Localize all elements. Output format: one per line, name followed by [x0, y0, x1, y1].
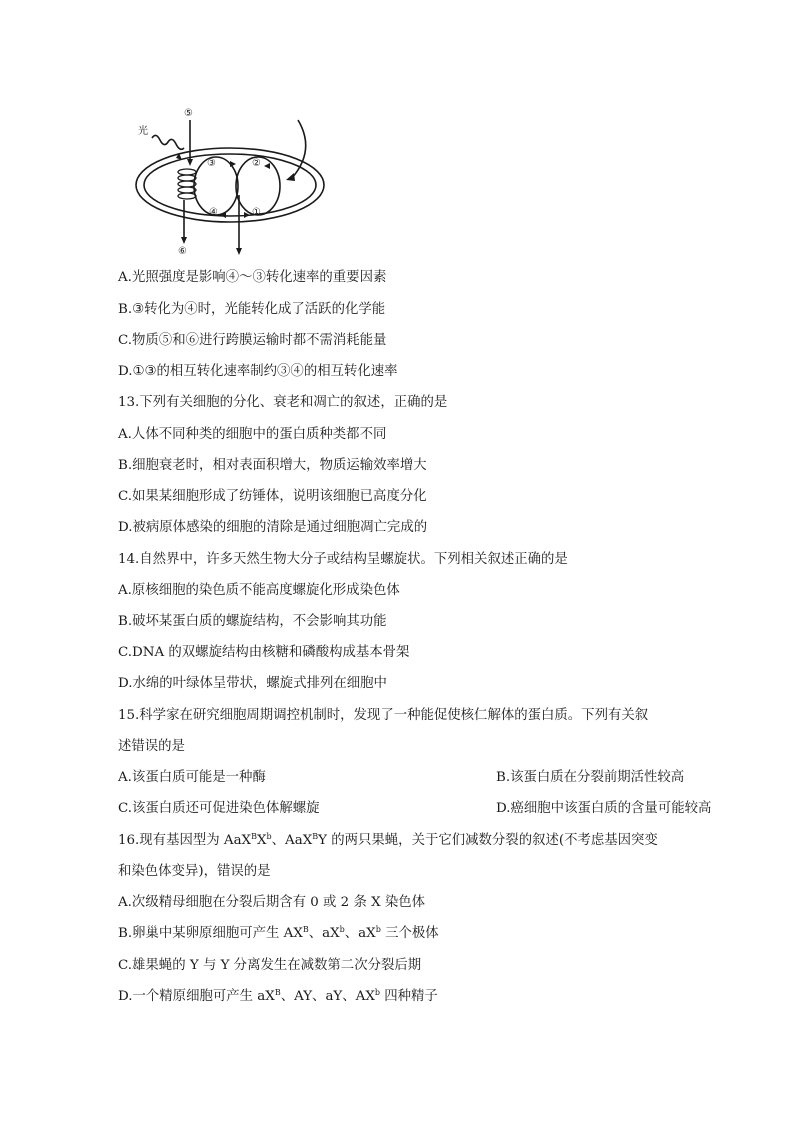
q16-superscript: b	[339, 925, 345, 934]
q15-option-b: B.该蛋白质在分裂前期活性较高	[496, 770, 685, 785]
q15-options-row2	[118, 799, 712, 819]
q16-superscript: b	[266, 832, 272, 841]
q13-option-c: C.如果某细胞形成了纺锤体，说明该细胞已高度分化	[118, 489, 427, 504]
q15-options-row1	[118, 768, 685, 788]
q15-option-a: A.该蛋白质可能是一种酶	[118, 770, 266, 785]
q16-stem-line2: 和染色体变异)，错误的是	[118, 864, 271, 879]
q13-option-b: B.细胞衰老时，相对表面积增大，物质运输效率增大	[118, 458, 427, 473]
q16-stem-part: 、AaX	[271, 833, 313, 848]
q16-option-b	[118, 924, 439, 944]
q14-option-d: D.水绵的叶绿体呈带状，螺旋式排列在细胞中	[118, 676, 387, 691]
q16-option-b-part: 、aX	[308, 926, 340, 941]
q16-superscript: B	[312, 832, 319, 841]
q15-stem-line1: 15.科学家在研究细胞周期调控机制时，发现了一种能促使核仁解体的蛋白质。下列有关叙	[118, 708, 649, 723]
light-wave	[152, 135, 184, 149]
q14-option-c: C.DNA 的双螺旋结构由核糖和磷酸构成基本骨架	[118, 645, 410, 660]
q16-option-d-part: 、AY、aY、AX	[280, 989, 375, 1004]
marker-1: ①	[252, 207, 261, 218]
q14-stem: 14.自然界中，许多天然生物大分子或结构呈螺旋状。下列相关叙述正确的是	[118, 552, 568, 567]
q12-option-b: B.③转化为④时，光能转化成了活跃的化学能	[118, 302, 386, 317]
q16-stem-part: X	[256, 833, 267, 848]
q16-superscript: B	[302, 925, 309, 934]
marker-5: ⑤	[184, 108, 193, 119]
q13-option-a: A.人体不同种类的细胞中的蛋白质种类都不同	[118, 427, 387, 442]
q16-option-b-part: 三个极体	[380, 926, 439, 941]
q12-option-d: D.①③的相互转化速率制约③④的相互转化速率	[118, 364, 398, 379]
q16-option-d	[118, 987, 438, 1007]
q15-option-d: D.癌细胞中该蛋白质的含量可能较高	[496, 801, 712, 816]
q16-option-d-part: D.一个精原细胞可产生 aX	[118, 989, 275, 1004]
q16-stem-part: 16.现有基因型为 AaX	[118, 833, 252, 848]
marker-4: ④	[209, 207, 218, 218]
q16-option-d-part: 四种精子	[380, 989, 438, 1004]
chloroplast-diagram	[132, 100, 332, 265]
marker-2: ②	[252, 158, 261, 169]
q16-superscript: B	[274, 988, 281, 997]
q16-option-b-part: 、aX	[344, 926, 376, 941]
q15-stem-line2: 述错误的是	[118, 739, 185, 754]
q16-superscript: B	[251, 832, 257, 841]
light-label: 光	[138, 126, 148, 137]
q16-stem-line1	[118, 831, 658, 851]
marker-6: ⑥	[178, 246, 187, 257]
q16-superscript: b	[375, 925, 381, 934]
q16-option-b-part: B.卵巢中某卵原细胞可产生 AX	[118, 926, 303, 941]
q13-option-d: D.被病原体感染的细胞的清除是通过细胞凋亡完成的	[118, 520, 428, 535]
q16-option-c: C.雄果蝇的 Y 与 Y 分离发生在减数第二次分裂后期	[118, 958, 422, 973]
q15-option-c: C.该蛋白质还可促进染色体解螺旋	[118, 801, 320, 816]
q14-option-b: B.破坏某蛋白质的螺旋结构，不会影响其功能	[118, 614, 387, 629]
q16-superscript: b	[374, 988, 380, 997]
q16-option-a: A.次级精母细胞在分裂后期含有 0 或 2 条 X 染色体	[118, 895, 426, 910]
q16-stem-part: Y 的两只果蝇，关于它们减数分裂的叙述(不考虑基因突变	[318, 833, 658, 848]
q13-stem: 13.下列有关细胞的分化、衰老和凋亡的叙述，正确的是	[118, 395, 448, 410]
marker-3: ③	[207, 158, 216, 169]
q12-option-c: C.物质⑤和⑥进行跨膜运输时都不需消耗能量	[118, 333, 387, 348]
q12-option-a: A.光照强度是影响④～③转化速率的重要因素	[118, 270, 387, 285]
chloroplast-outer-membrane	[136, 148, 324, 222]
q14-option-a: A.原核细胞的染色质不能高度螺旋化形成染色体	[118, 583, 400, 598]
